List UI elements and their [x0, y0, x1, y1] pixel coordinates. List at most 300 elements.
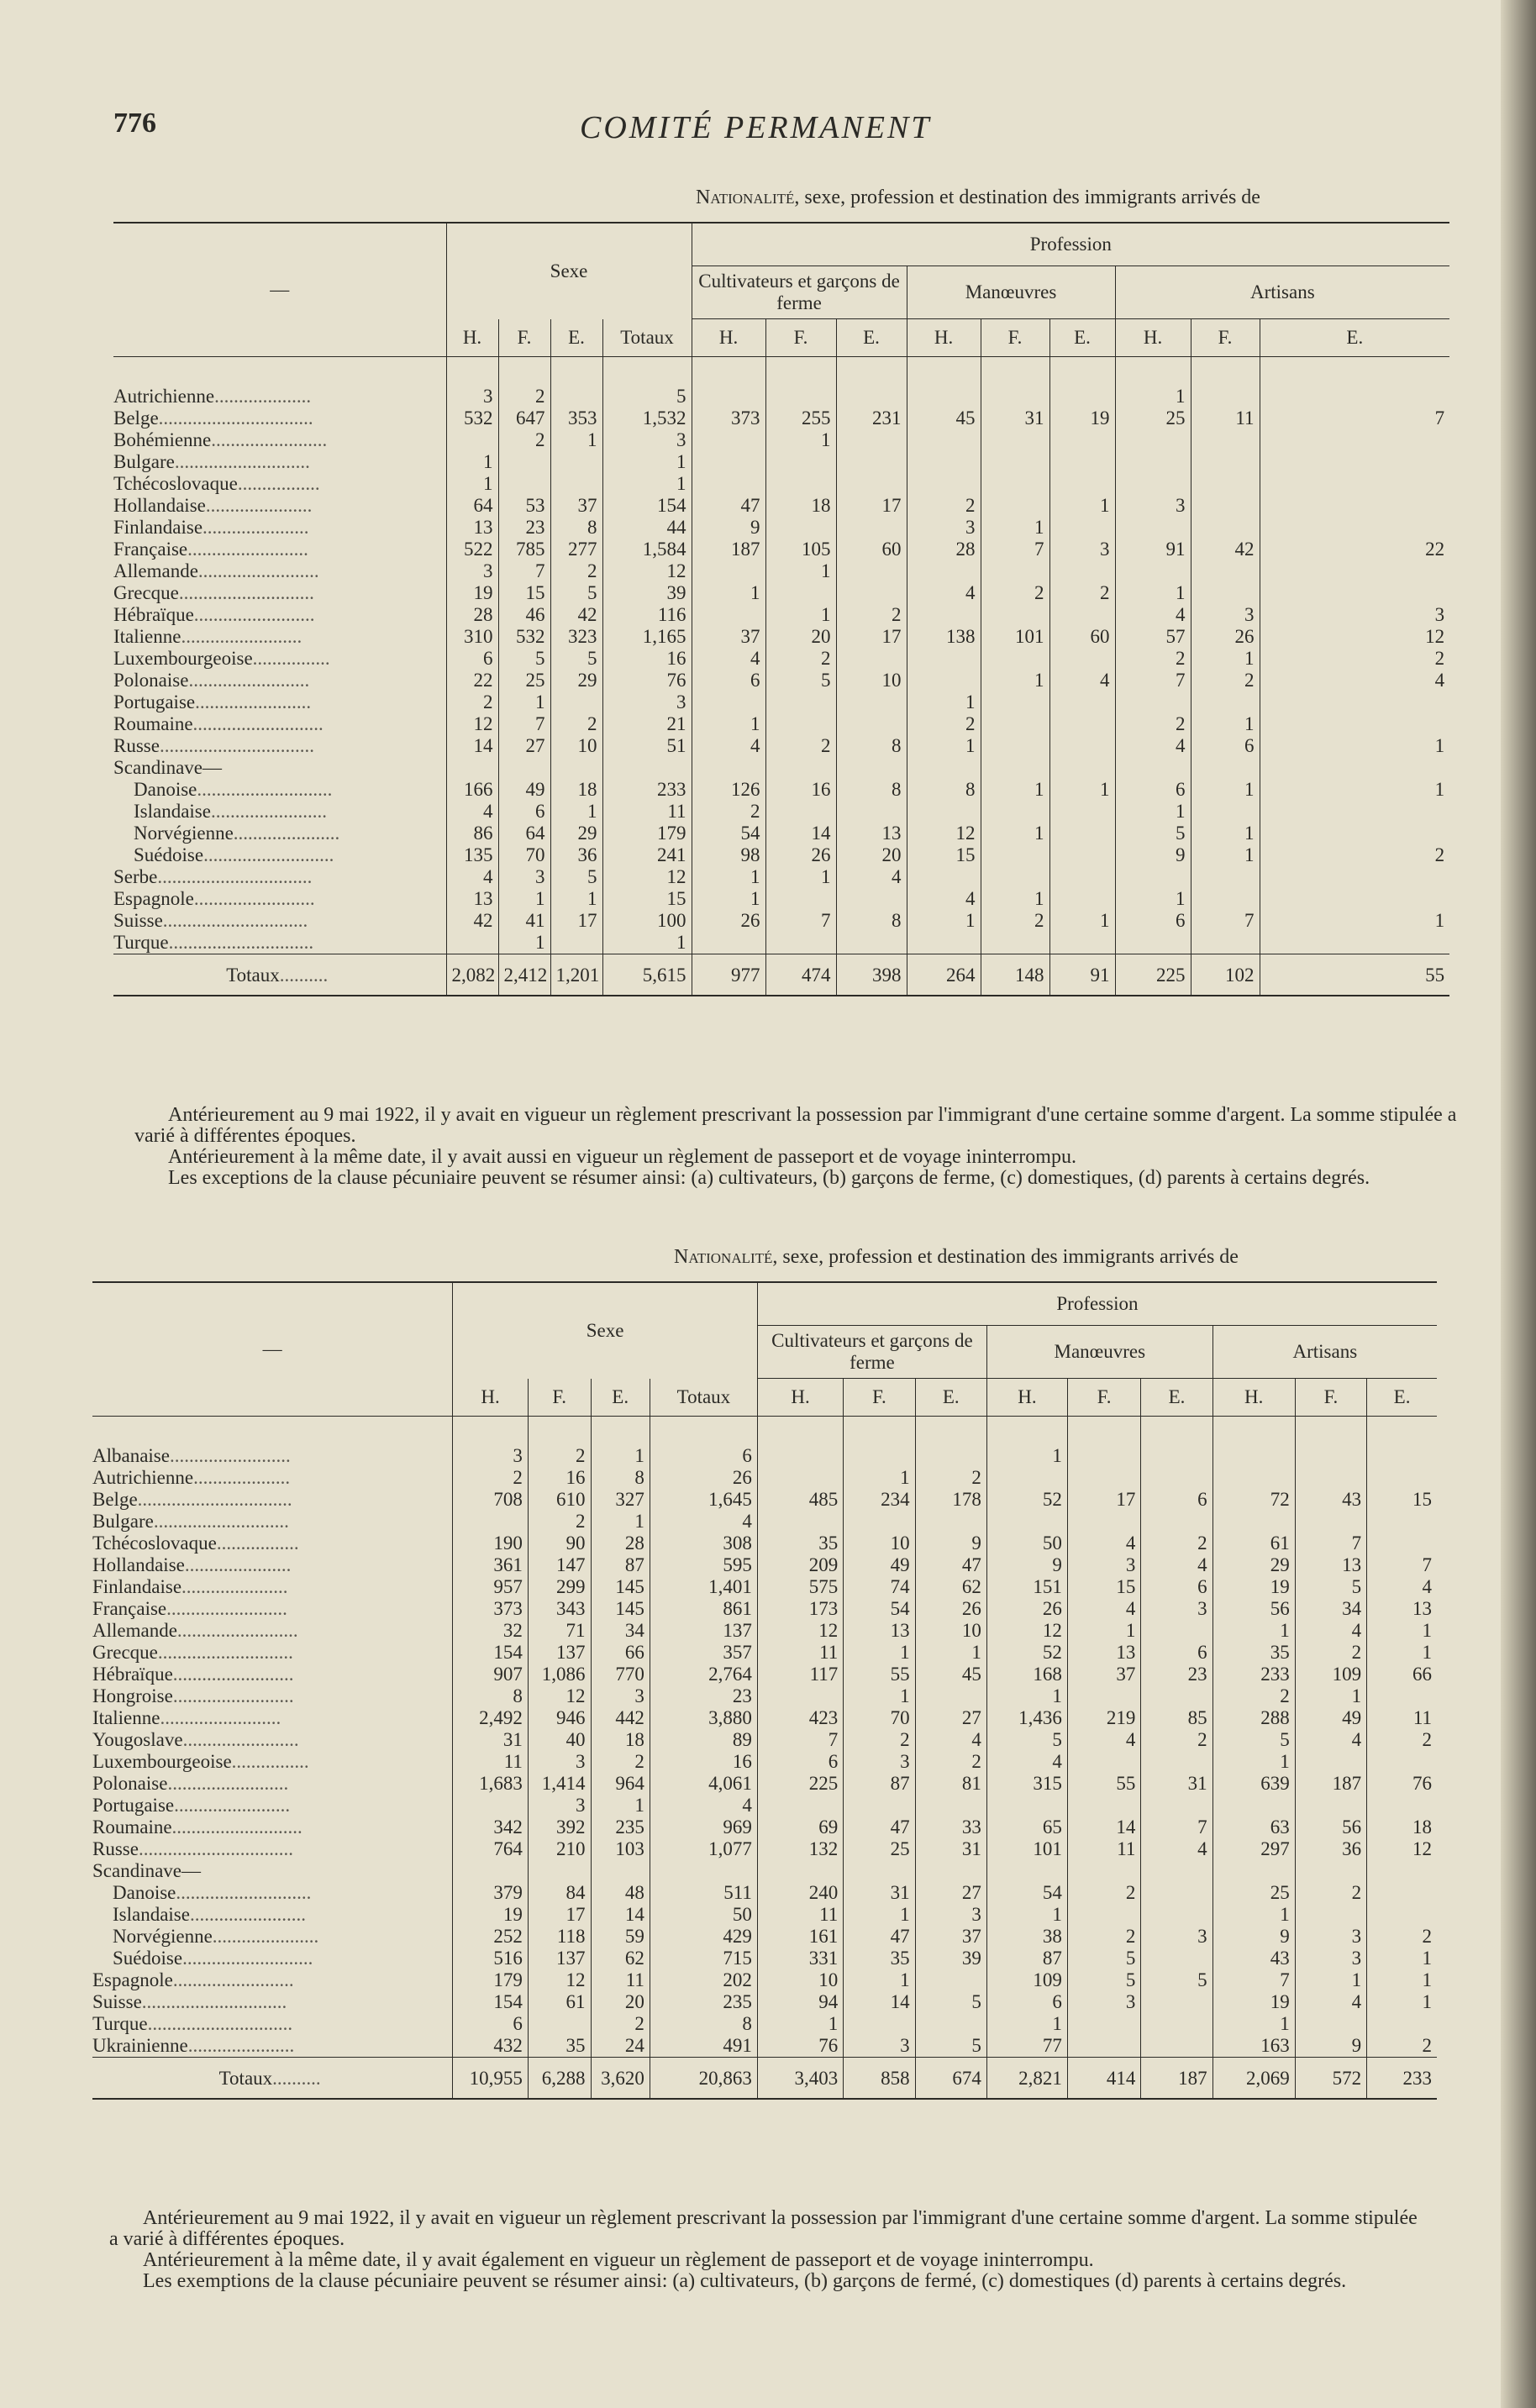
cell-man-h: 4: [907, 582, 981, 604]
cell-cult-f: [765, 888, 836, 910]
cell-cult-f: 1: [765, 560, 836, 582]
cell-totaux: 202: [650, 1969, 757, 1991]
cell-cult-h: 225: [757, 1773, 843, 1795]
cell-sexe-e: 36: [550, 844, 602, 866]
nationality-label: [92, 1882, 453, 1904]
cell-sexe-h: 32: [453, 1620, 529, 1642]
cell-art-h: 1: [1212, 1620, 1295, 1642]
table-1-notes: [134, 1105, 1470, 1189]
leader-dots: .........................: [193, 888, 315, 909]
table-row: [113, 604, 1449, 626]
cell-man-h: 52: [986, 1642, 1067, 1664]
cell-man-f: [1067, 1417, 1140, 1468]
cell-art-e: 15: [1367, 1489, 1437, 1511]
cell-man-h: [907, 757, 981, 779]
cell-man-e: 31: [1141, 1773, 1212, 1795]
cell-cult-e: 60: [836, 539, 907, 560]
totals-label: [92, 2058, 453, 2100]
cell-man-h: [907, 648, 981, 670]
cell-man-f: 55: [1067, 1773, 1140, 1795]
cell-art-e: [1260, 560, 1449, 582]
cell-man-f: 5: [1067, 1948, 1140, 1969]
table-row: [92, 1620, 1437, 1642]
cell-cult-f: 18: [765, 495, 836, 517]
cell-sexe-f: 12: [528, 1685, 591, 1707]
cell-art-h: 1: [1212, 1751, 1295, 1773]
cell-totaux: 26: [650, 1467, 757, 1489]
nationality-name: Suédoise: [134, 844, 204, 865]
cell-art-f: [1191, 801, 1260, 823]
cell-sexe-h: 13: [446, 517, 498, 539]
nationality-name: Portugaise: [92, 1795, 175, 1816]
cell-man-h: 151: [986, 1576, 1067, 1598]
cell-man-f: 1: [981, 779, 1049, 801]
cell-cult-f: 20: [765, 626, 836, 648]
table-row: [113, 713, 1449, 735]
leader-dots: .........................: [193, 604, 315, 625]
header-man-f: F.: [981, 319, 1049, 357]
cell-man-h: 26: [986, 1598, 1067, 1620]
cell-sexe-h: 6: [446, 648, 498, 670]
cell-man-f: [1067, 2035, 1140, 2058]
cell-cult-e: 17: [836, 495, 907, 517]
nationality-label: [92, 1554, 453, 1576]
cell-man-e: 1: [1049, 779, 1115, 801]
cell-art-e: 12: [1367, 1838, 1437, 1860]
cell-art-f: 3: [1295, 1926, 1366, 1948]
nationality-name: Grecque: [92, 1642, 158, 1663]
cell-totaux: 4,061: [650, 1773, 757, 1795]
nationality-label: [92, 1860, 453, 1882]
cell-sexe-e: 20: [591, 1991, 650, 2013]
cell-man-e: 1: [1049, 910, 1115, 932]
leader-dots: ................................: [137, 1489, 292, 1510]
nationality-name: Bulgare: [113, 451, 175, 472]
nationality-name: Turque: [113, 932, 169, 953]
cell-sexe-f: 785: [498, 539, 550, 560]
cell-cult-f: 47: [844, 1817, 915, 1838]
cell-sexe-f: 64: [498, 823, 550, 844]
cell-sexe-h: 8: [453, 1685, 529, 1707]
cell-art-f: 2: [1191, 670, 1260, 691]
cell-cult-e: 31: [915, 1838, 986, 1860]
cell-cult-f: [844, 1860, 915, 1882]
cell-man-h: 8: [907, 779, 981, 801]
cell-art-h: 7: [1212, 1969, 1295, 1991]
cell-cult-h: 2: [692, 801, 765, 823]
cell-cult-e: [836, 517, 907, 539]
cell-cult-e: 13: [836, 823, 907, 844]
nationality-name: Luxembourgeoise: [92, 1751, 232, 1772]
cell-art-h: 56: [1212, 1598, 1295, 1620]
cell-cult-h: 209: [757, 1554, 843, 1576]
cell-sexe-f: 12: [528, 1969, 591, 1991]
cell-man-e: [1049, 932, 1115, 954]
cell-art-e: 7: [1260, 407, 1449, 429]
table-row: [92, 2013, 1437, 2035]
cell-cult-e: [836, 801, 907, 823]
note-paragraph: Antérieurement à la même date, il y avait également en vigueur un règlement de passeport et de voyage ininterrompu.: [143, 2249, 1094, 2271]
cell-totaux: 235: [650, 1991, 757, 2013]
cell-art-e: [1367, 1751, 1437, 1773]
cell-sexe-h: 957: [453, 1576, 529, 1598]
cell-art-h: [1212, 1860, 1295, 1882]
nationality-name: Scandinave—: [92, 1860, 202, 1881]
cell-cult-e: 1: [915, 1642, 986, 1664]
cell-art-e: [1367, 1685, 1437, 1707]
cell-art-e: [1260, 691, 1449, 713]
cell-totaux: 3: [602, 429, 692, 451]
cell-art-h: 163: [1212, 2035, 1295, 2058]
cell-man-e: [1141, 2013, 1212, 2035]
leader-dots: .........................: [172, 1685, 294, 1706]
nationality-name: Hébraïque: [92, 1664, 173, 1685]
header-art-e: E.: [1367, 1379, 1437, 1417]
cell-cult-f: 54: [844, 1598, 915, 1620]
cell-cult-f: 47: [844, 1926, 915, 1948]
cell-sexe-f: [498, 473, 550, 495]
cell-cult-h: [692, 473, 765, 495]
header-man-h: H.: [907, 319, 981, 357]
cell-sexe-f: 70: [498, 844, 550, 866]
cell-sexe-f: 1: [498, 691, 550, 713]
cell-sexe-h: 19: [453, 1904, 529, 1926]
cell-totaux: 11: [602, 801, 692, 823]
table-row: [92, 1773, 1437, 1795]
cell-cult-f: 14: [844, 1991, 915, 2013]
cell-man-f: [981, 560, 1049, 582]
cell-cult-f: 3: [844, 2035, 915, 2058]
cell-cult-f: 1: [765, 429, 836, 451]
cell-man-e: [1049, 844, 1115, 866]
cell-cult-e: 2: [836, 604, 907, 626]
cell-art-h: 2: [1115, 648, 1191, 670]
cell-man-h: 77: [986, 2035, 1067, 2058]
cell-man-f: [1067, 1904, 1140, 1926]
nationality-label: [92, 2013, 453, 2035]
cell-man-f: [1067, 1795, 1140, 1817]
cell-man-h: [907, 801, 981, 823]
header-artisans: Artisans: [1212, 1326, 1437, 1379]
cell-man-f: [981, 713, 1049, 735]
cell-cult-f: 1: [844, 1904, 915, 1926]
cell-man-e: 3: [1141, 1598, 1212, 1620]
cell-art-f: [1295, 1860, 1366, 1882]
table-row: [113, 539, 1449, 560]
cell-cult-e: 9: [915, 1533, 986, 1554]
nationality-label: [92, 1991, 453, 2013]
cell-art-e: [1367, 1417, 1437, 1468]
cell-sexe-e: 2: [591, 2013, 650, 2035]
cell-art-e: [1367, 1795, 1437, 1817]
cell-sexe-h: 4: [446, 866, 498, 888]
cell-art-h: 72: [1212, 1489, 1295, 1511]
cell-totaux: 116: [602, 604, 692, 626]
cell-art-h: 2: [1212, 1685, 1295, 1707]
total-art-h: 2,069: [1212, 2058, 1295, 2100]
nationality-label: [113, 517, 446, 539]
cell-sexe-h: 708: [453, 1489, 529, 1511]
cell-man-e: 23: [1141, 1664, 1212, 1685]
cell-totaux: 100: [602, 910, 692, 932]
totals-row: [113, 954, 1449, 996]
cell-art-f: [1191, 517, 1260, 539]
table-row: [92, 1511, 1437, 1533]
cell-cult-e: 8: [836, 910, 907, 932]
cell-cult-h: 9: [692, 517, 765, 539]
leader-dots: ........................: [189, 1904, 306, 1925]
table-row: [113, 517, 1449, 539]
cell-man-e: [1049, 888, 1115, 910]
table-row: [113, 844, 1449, 866]
cell-man-f: [1067, 2013, 1140, 2035]
cell-sexe-e: 66: [591, 1642, 650, 1664]
cell-cult-f: 10: [844, 1533, 915, 1554]
nationality-label: [92, 1511, 453, 1533]
header-cultivateurs: Cultivateurs et garçons de ferme: [757, 1326, 986, 1379]
table-row: [113, 888, 1449, 910]
cell-man-e: [1049, 801, 1115, 823]
cell-man-f: 3: [1067, 1554, 1140, 1576]
total-art-h: 225: [1115, 954, 1191, 996]
cell-sexe-e: 87: [591, 1554, 650, 1576]
note-paragraph: Les exemptions de la clause pécuniaire peuvent se résumer ainsi: (a) cultivateurs, (b) garçons de fermé, (c) domestiques (d) parents à certains degrés.: [143, 2270, 1347, 2292]
cell-cult-e: 178: [915, 1489, 986, 1511]
cell-cult-e: [836, 648, 907, 670]
header-manoeuvres: Manœuvres: [986, 1326, 1212, 1379]
cell-cult-h: 173: [757, 1598, 843, 1620]
header-sexe-f: F.: [528, 1379, 591, 1417]
cell-cult-f: 5: [765, 670, 836, 691]
cell-sexe-f: 49: [498, 779, 550, 801]
cell-cult-f: [765, 801, 836, 823]
cell-man-h: 12: [986, 1620, 1067, 1642]
cell-sexe-f: 3: [498, 866, 550, 888]
cell-sexe-e: 1: [591, 1511, 650, 1533]
cell-sexe-e: 11: [591, 1969, 650, 1991]
cell-sexe-f: 610: [528, 1489, 591, 1511]
cell-cult-h: 187: [692, 539, 765, 560]
nationality-label: [113, 779, 446, 801]
cell-cult-e: 27: [915, 1882, 986, 1904]
cell-totaux: 1,645: [650, 1489, 757, 1511]
cell-sexe-h: 64: [446, 495, 498, 517]
cell-art-f: 3: [1191, 604, 1260, 626]
total-totaux: 5,615: [602, 954, 692, 996]
nationality-label: [113, 757, 446, 779]
cell-cult-e: 2: [915, 1751, 986, 1773]
cell-art-e: [1260, 495, 1449, 517]
leader-dots: ......................: [187, 2035, 295, 2056]
cell-art-h: 297: [1212, 1838, 1295, 1860]
cell-totaux: 1,532: [602, 407, 692, 429]
header-sexe: Sexe: [453, 1282, 758, 1379]
leader-dots: ......................: [233, 823, 340, 844]
header-art-h: H.: [1115, 319, 1191, 357]
cell-sexe-h: 2: [446, 691, 498, 713]
table-row: [92, 1642, 1437, 1664]
total-man-h: 2,821: [986, 2058, 1067, 2100]
cell-man-e: [1141, 2035, 1212, 2058]
cell-art-h: [1115, 429, 1191, 451]
cell-sexe-e: 3: [591, 1685, 650, 1707]
header-art-e: E.: [1260, 319, 1449, 357]
cell-art-e: [1367, 2013, 1437, 2035]
cell-sexe-f: [498, 451, 550, 473]
cell-man-e: [1049, 648, 1115, 670]
cell-art-f: [1295, 1795, 1366, 1817]
nationality-name: Luxembourgeoise: [113, 648, 253, 669]
total-cult-f: 858: [844, 2058, 915, 2100]
cell-cult-f: 16: [765, 779, 836, 801]
cell-art-e: [1367, 1467, 1437, 1489]
leader-dots: ........................: [182, 1729, 299, 1750]
cell-sexe-h: 252: [453, 1926, 529, 1948]
cell-totaux: 491: [650, 2035, 757, 2058]
total-sexe-f: 2,412: [498, 954, 550, 996]
leader-dots: .........................: [167, 1773, 289, 1794]
cell-man-f: [981, 691, 1049, 713]
cell-cult-f: [765, 713, 836, 735]
cell-sexe-h: 154: [453, 1991, 529, 2013]
leader-dots: ......................: [203, 517, 309, 538]
header-man-f: F.: [1067, 1379, 1140, 1417]
cell-sexe-h: 14: [446, 735, 498, 757]
leader-dots: ............................: [197, 779, 333, 800]
cell-man-e: [1049, 713, 1115, 735]
cell-cult-e: 8: [836, 779, 907, 801]
cell-man-e: [1049, 357, 1115, 408]
cell-man-f: [981, 495, 1049, 517]
cell-art-h: 6: [1115, 910, 1191, 932]
cell-cult-h: 47: [692, 495, 765, 517]
cell-man-e: 85: [1141, 1707, 1212, 1729]
nationality-name: Autrichienne: [92, 1467, 194, 1488]
cell-cult-h: 126: [692, 779, 765, 801]
cell-sexe-f: 2: [498, 429, 550, 451]
leader-dots: ..............................: [141, 1991, 287, 2012]
nationality-label: [113, 866, 446, 888]
nationality-name: Allemande: [113, 560, 198, 581]
cell-art-h: 19: [1212, 1991, 1295, 2013]
cell-man-e: 2: [1141, 1729, 1212, 1751]
cell-man-h: [907, 451, 981, 473]
cell-sexe-e: 1: [550, 801, 602, 823]
cell-cult-f: [765, 473, 836, 495]
leader-dots: .........................: [160, 1707, 281, 1728]
leader-dots: .........................: [172, 1664, 294, 1685]
cell-art-h: 288: [1212, 1707, 1295, 1729]
cell-cult-f: 87: [844, 1773, 915, 1795]
cell-man-e: [1049, 451, 1115, 473]
cell-cult-h: [757, 1685, 843, 1707]
header-art-f: F.: [1191, 319, 1260, 357]
cell-cult-h: [692, 932, 765, 954]
cell-cult-f: 7: [765, 910, 836, 932]
cell-man-h: 28: [907, 539, 981, 560]
cell-cult-e: 47: [915, 1554, 986, 1576]
cell-art-f: 13: [1295, 1554, 1366, 1576]
cell-art-e: 7: [1367, 1554, 1437, 1576]
header-manoeuvres: Manœuvres: [907, 266, 1115, 319]
cell-sexe-f: 392: [528, 1817, 591, 1838]
cell-man-e: [1049, 517, 1115, 539]
cell-man-e: [1141, 1991, 1212, 2013]
cell-cult-e: [836, 451, 907, 473]
cell-sexe-h: 135: [446, 844, 498, 866]
cell-art-e: [1260, 801, 1449, 823]
cell-cult-e: 26: [915, 1598, 986, 1620]
cell-sexe-h: 3: [446, 357, 498, 408]
cell-art-f: 1: [1191, 779, 1260, 801]
cell-art-f: [1191, 429, 1260, 451]
cell-art-h: 43: [1212, 1948, 1295, 1969]
cell-sexe-e: 2: [550, 560, 602, 582]
cell-cult-h: 575: [757, 1576, 843, 1598]
cell-art-h: 5: [1115, 823, 1191, 844]
cell-cult-f: [765, 582, 836, 604]
cell-art-h: 1: [1115, 582, 1191, 604]
cell-cult-f: 255: [765, 407, 836, 429]
totals-row: [92, 2058, 1437, 2100]
cell-cult-e: 10: [915, 1620, 986, 1642]
cell-cult-h: 98: [692, 844, 765, 866]
cell-cult-h: [757, 1511, 843, 1533]
cell-art-h: [1212, 1795, 1295, 1817]
cell-art-f: 9: [1295, 2035, 1366, 2058]
cell-sexe-h: 1,683: [453, 1773, 529, 1795]
nationality-name: Italienne: [92, 1707, 160, 1728]
nationality-label: [92, 1664, 453, 1685]
cell-totaux: 1,077: [650, 1838, 757, 1860]
cell-art-h: 1: [1115, 357, 1191, 408]
cell-sexe-e: 323: [550, 626, 602, 648]
cell-sexe-e: 5: [550, 582, 602, 604]
leader-dots: .........................: [181, 626, 302, 647]
cell-art-e: [1367, 1860, 1437, 1882]
cell-man-e: 2: [1049, 582, 1115, 604]
cell-cult-e: [915, 1795, 986, 1817]
cell-cult-h: [757, 1417, 843, 1468]
cell-cult-h: [692, 560, 765, 582]
cell-totaux: 76: [602, 670, 692, 691]
cell-man-e: [1141, 1417, 1212, 1468]
cell-man-f: 31: [981, 407, 1049, 429]
cell-sexe-f: [498, 757, 550, 779]
cell-art-e: 1: [1260, 735, 1449, 757]
cell-man-h: 9: [986, 1554, 1067, 1576]
leader-dots: .........................: [197, 560, 319, 581]
cell-cult-e: [915, 1860, 986, 1882]
cell-totaux: 1: [602, 473, 692, 495]
header-art-h: H.: [1212, 1379, 1295, 1417]
cell-art-f: [1191, 691, 1260, 713]
cell-art-h: 19: [1212, 1576, 1295, 1598]
cell-art-e: [1260, 757, 1449, 779]
cell-cult-h: 6: [692, 670, 765, 691]
cell-totaux: 1: [602, 932, 692, 954]
table-row: [113, 407, 1449, 429]
cell-sexe-h: [446, 932, 498, 954]
cell-art-f: 1: [1295, 1685, 1366, 1707]
cell-man-f: 1: [1067, 1620, 1140, 1642]
cell-sexe-f: 2: [528, 1417, 591, 1468]
cell-totaux: 179: [602, 823, 692, 844]
cell-art-e: 3: [1260, 604, 1449, 626]
nationality-name: Scandinave—: [113, 757, 223, 778]
cell-man-f: 1: [981, 823, 1049, 844]
cell-art-f: [1191, 357, 1260, 408]
